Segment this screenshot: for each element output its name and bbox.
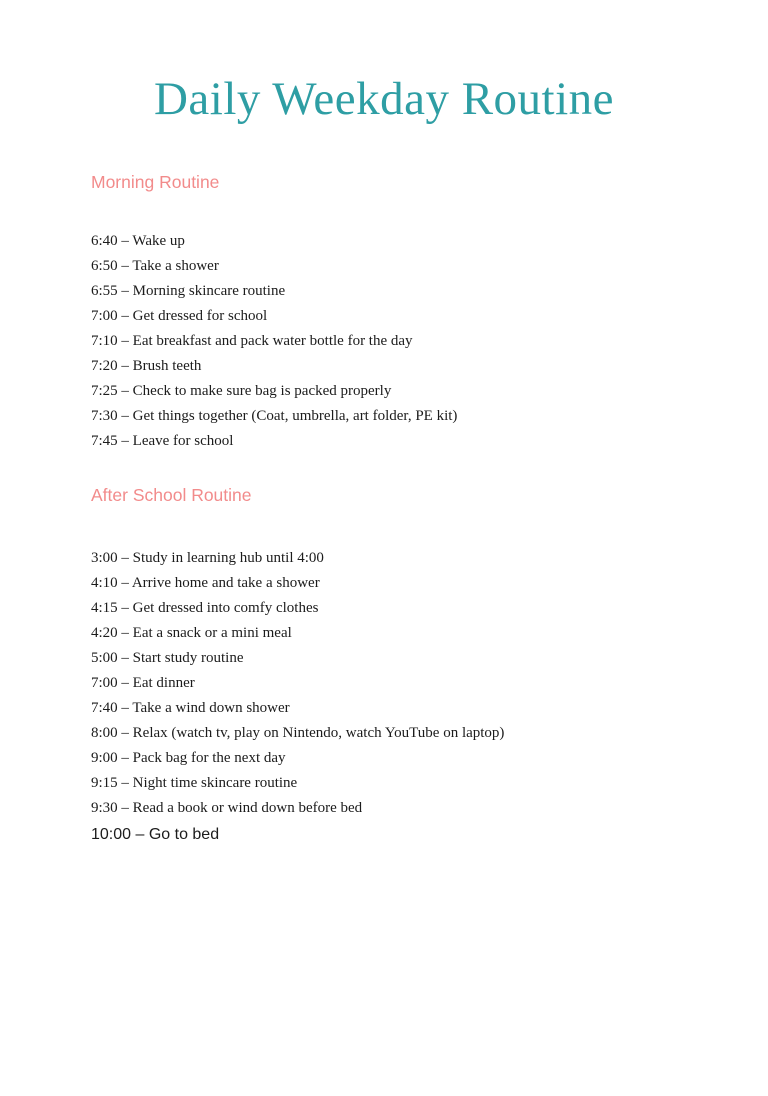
routine-item: 7:20 – Brush teeth (91, 358, 202, 375)
routine-item: 7:00 – Get dressed for school (91, 308, 268, 325)
document-page (0, 72, 768, 1096)
routine-item: 7:25 – Check to make sure bag is packed properly (91, 383, 392, 400)
routine-item: 4:15 – Get dressed into comfy clothes (91, 600, 319, 617)
routine-item: 9:00 – Pack bag for the next day (91, 750, 286, 767)
routine-item: 7:30 – Get things together (Coat, umbrella, art folder, PE kit) (91, 408, 458, 425)
routine-item: 7:00 – Eat dinner (91, 675, 195, 692)
section-heading-morning-routine: Morning Routine (91, 172, 220, 193)
routine-item: 10:00 – Go to bed (91, 826, 220, 844)
routine-item: 4:10 – Arrive home and take a shower (91, 575, 320, 592)
routine-item: 4:20 – Eat a snack or a mini meal (91, 625, 292, 642)
routine-item: 9:15 – Night time skincare routine (91, 775, 298, 792)
routine-item: 8:00 – Relax (watch tv, play on Nintendo, watch YouTube on laptop) (91, 725, 505, 742)
document-body (91, 172, 708, 848)
morning-routine-list (91, 229, 708, 454)
routine-item: 6:50 – Take a shower (91, 258, 219, 275)
routine-item: 6:40 – Wake up (91, 233, 185, 250)
after-school-routine-list (91, 546, 708, 848)
routine-item: 6:55 – Morning skincare routine (91, 283, 286, 300)
page-title: Daily Weekday Routine (153, 73, 615, 125)
routine-item: 9:30 – Read a book or wind down before bed (91, 800, 363, 817)
routine-item: 7:45 – Leave for school (91, 433, 234, 450)
routine-item: 7:40 – Take a wind down shower (91, 700, 290, 717)
routine-item: 3:00 – Study in learning hub until 4:00 (91, 550, 324, 567)
routine-item: 7:10 – Eat breakfast and pack water bottle for the day (91, 333, 413, 350)
section-heading-after-school-routine: After School Routine (91, 485, 252, 506)
routine-item: 5:00 – Start study routine (91, 650, 244, 667)
